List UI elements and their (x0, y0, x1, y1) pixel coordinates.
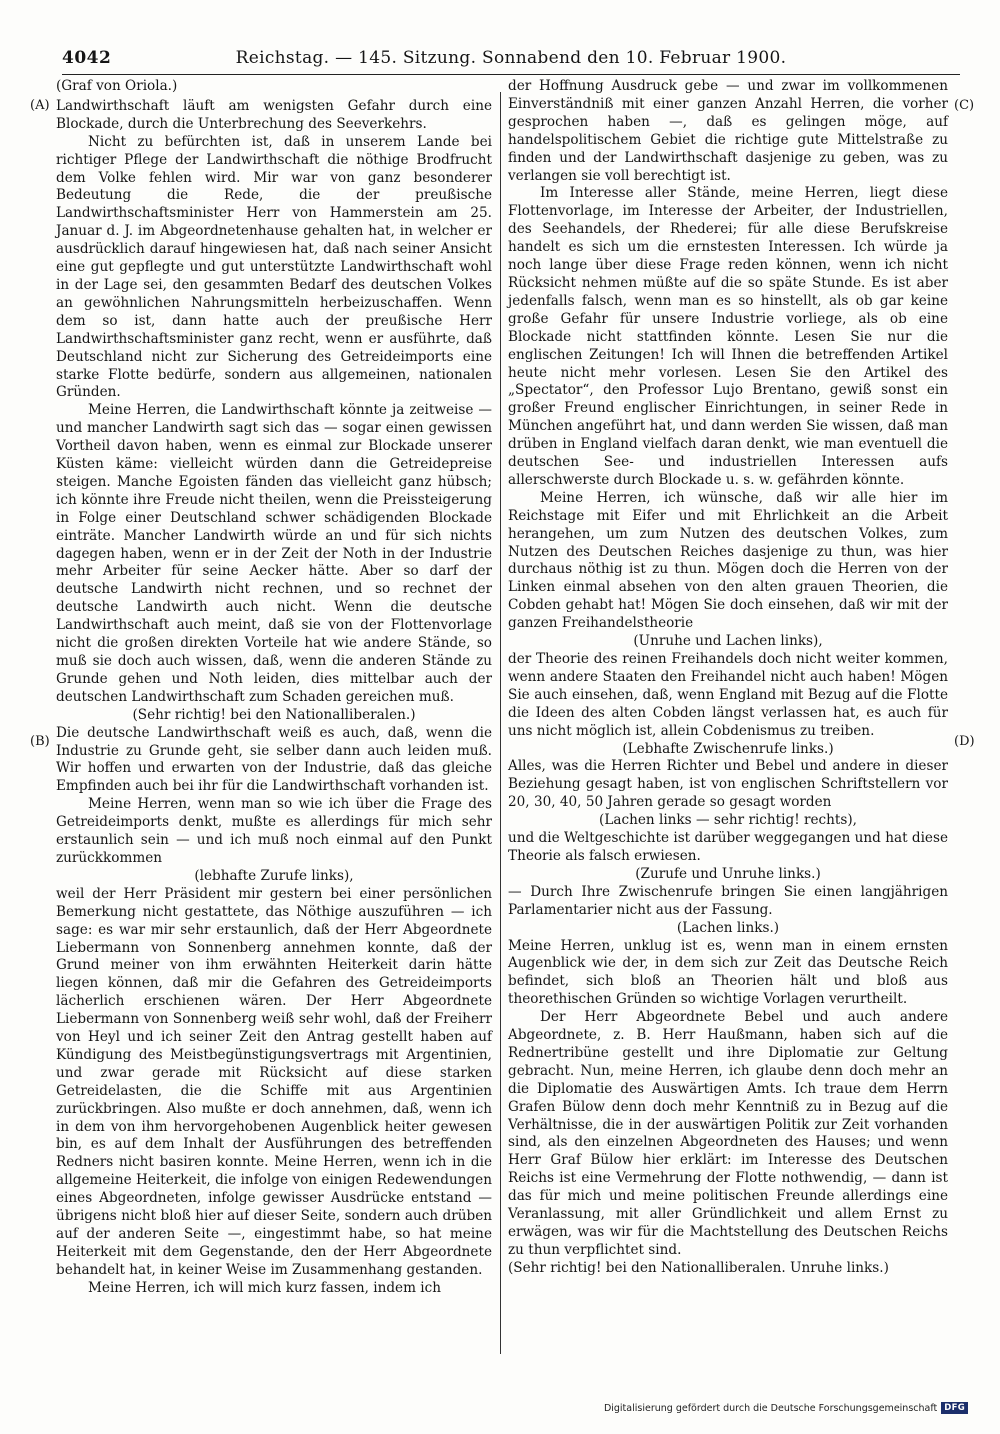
interjection: (Sehr richtig! bei den Nationalliberalen.) (132, 706, 416, 723)
paragraph: Landwirthschaft läuft am wenigsten Gefahr durch eine Blockade, durch die Unterbrechung des Seeverkehrs. (56, 97, 492, 132)
paragraph: Die deutsche Landwirthschaft weiß es auch, daß, wenn die Industrie zu Grunde geht, sie selber dann auch leiden muß. Wir hoffen und erwarten von der Industrie, daß das gleiche Empfinden auch bei ihr für die Landwirthschaft vorhanden ist. (56, 724, 492, 795)
running-head: Reichstag. — 145. Sitzung. Sonnabend den 10. Februar 1900. (235, 48, 787, 68)
paragraph: der Theorie des reinen Freihandels doch nicht weiter kommen, wenn andere Staaten den Freihandel nicht auch haben! Mögen Sie auch einsehen, daß, wenn England mit Bezug auf die Flotte die Ideen des alten Cobden längst verlassen hat, es auch für uns nicht möglich ist, allein Cobdenismus zu treiben. (508, 651, 948, 739)
interjection: (Lachen links — sehr richtig! rechts), (599, 812, 857, 829)
credit-text: Digitalisierung gefördert durch die Deutsche Forschungsgemeinschaft (603, 1402, 938, 1414)
left-column (56, 78, 492, 1298)
page-number: 4042 (62, 48, 112, 68)
paragraph: Meine Herren, ich wünsche, daß wir alle hier im Reichstage mit Eifer und mit Ehrlichkeit an die Arbeit herangehen, um zum Nutzen des deutschen Volkes, zum Nutzen des Deutschen Reiches dasjenige zu thun, was hier durchaus nöthig ist zu thun. Mögen doch die Herren von der Linken einmal absehen von den alten grauen Theorien, die Cobden gehabt hat! Mögen Sie doch einsehen, daß wir mit der ganzen Freihandelstheorie (508, 489, 948, 632)
paragraph: Alles, was die Herren Richter und Bebel und andere in dieser Beziehung gesagt haben, ist von englischen Schriftstellern vor 20, 30, 40, 50 Jahren gerade so gesagt worden (508, 758, 948, 811)
paragraph: der Hoffnung Ausdruck gebe — und zwar im vollkommenen Einverständniß mit einer ganzen Anzahl Herren, die vorher gesprochen haben —, daß es gelingen möge, auf handelspolitischem Gebiet die richtige gute Mittelstraße zu finden und der Landwirthschaft dasjenige zu geben, was zu verlangen sie voll berechtigt ist. (508, 78, 948, 184)
interjection: (Lebhafte Zwischenrufe links.) (622, 740, 834, 757)
page-header (62, 46, 960, 74)
paragraph: Meine Herren, wenn man so wie ich über die Frage des Getreideimports denkt, mußte es allerdings für mich sehr erstaunlich sein — und ich muß noch einmal auf den Punkt zurückkommen (56, 796, 492, 866)
margin-mark-b: (B) (30, 734, 50, 749)
margin-mark-c: (C) (954, 98, 975, 113)
right-column (508, 78, 948, 1278)
speaker-note: (Graf von Oriola.) (56, 78, 178, 94)
header-rule (62, 74, 960, 75)
dfg-logo: DFG (941, 1402, 968, 1414)
paragraph: Meine Herren, unklug ist es, wenn man in einem ernsten Augenblick wie der, in dem sich zur Zeit das Deutsche Reich befindet, sich bloß an Theorien hält und bloß aus theorethischen Gründen so wichtige Vorlagen verurtheilt. (508, 937, 948, 1008)
paragraph: Im Interesse aller Stände, meine Herren, liegt diese Flottenvorlage, im Interesse der Arbeiter, der Industriellen, des Seehandels, der Rhederei; für alle diese Berufskreise handelt es sich um die ernstesten Interessen. Ich würde ja noch lange über diese Frage reden können, wenn ich nicht Rücksicht nehmen müßte auf die so späte Stunde. Es ist aber jedenfalls falsch, wenn man es so hinstellt, als ob gar keine große Gefahr für unsere Industrie vorliege, als ob eine Blockade nicht stattfinden könnte. Lesen Sie nur die englischen Zeitungen! Ich will Ihnen die betreffenden Artikel heute nicht mehr vorlesen. Lesen Sie den Artikel des „Spectator“, den Professor Lujo Brentano, gewiß sonst ein großer Freund englischer Einrichtungen, in seiner Rede in München angeführt hat, und dann werden Sie wissen, daß man drüben in England vielfach daran denkt, wie man eventuell die deutschen See- und industriellen Interessen aufs allerschwerste durch Blockade u. s. w. gefährden könnte. (508, 185, 948, 488)
interjection: (Zurufe und Unruhe links.) (635, 865, 821, 882)
interjection: (Unruhe und Lachen links), (633, 633, 823, 650)
margin-mark-a: (A) (30, 98, 50, 113)
paragraph: und die Weltgeschichte ist darüber weggegangen und hat diese Theorie als falsch erwiesen. (508, 830, 948, 864)
interjection: (Sehr richtig! bei den Nationalliberalen. Unruhe links.) (508, 1259, 889, 1276)
paragraph: — Durch Ihre Zwischenrufe bringen Sie einen langjährigen Parlamentarier nicht aus der Fassung. (508, 883, 948, 918)
paragraph: weil der Herr Präsident mir gestern bei einer persönlichen Bemerkung nicht gestattete, das Nöthige auszuführen — ich sage: es war mir sehr erstaunlich, daß der Herr Abgeordnete Liebermann von Sonnenberg annehmen konnte, daß der Grund meiner von ihm erwähnten Heiterkeit darin hätte liegen können, daß mir die Gefahren des Getreideimports lächerlich erschienen wären. Der Herr Abgeordnete Liebermann von Sonnenberg weiß sehr wohl, daß der Freiherr von Heyl und ich seiner Zeit den Antrag gestellt haben auf Kündigung des Meistbegünstigungsvertrags mit Argentinien, und zwar gerade mit Rücksicht auf diese starken Getreidelasten, die die Schiffe mit aus Argentinien zurückbringen. Also mußte er doch annehmen, daß, wenn ich in dem von ihm hervorgehobenen Augenblick heiter gewesen bin, es auf dem Inhalt der Ausführungen des betreffenden Redners nicht basiren konnte. Meine Herren, wenn ich in die allgemeine Heiterkeit, die infolge von einigen Redewendungen eines Abgeordneten, infolge gewisser Ausdrücke entstand — übrigens nicht bloß hier auf dieser Seite, sondern auch drüben auf der anderen Seite —, eingestimmt habe, so hat meine Heiterkeit mit dem Gegenstande, den der Herr Abgeordnete behandelt hat, in keiner Weise im Zusammenhang gestanden. (56, 885, 492, 1278)
digitization-credit (604, 1402, 968, 1414)
paragraph: Nicht zu befürchten ist, daß in unserem Lande bei richtiger Pflege der Landwirthschaft die nöthige Brodfrucht dem Volke fehlen wird. Mir war von ganz besonderer Bedeutung die Rede, die der preußische Landwirthschaftsminister Herr von Hammerstein am 25. Januar d. J. im Abgeordnetenhause gehalten hat, in welcher er ausdrücklich darauf hingewiesen hat, daß nach seiner Ansicht eine gut gepflegte und gut unterstützte Landwirthschaft wohl in der Lage sei, den gesammten Bedarf des deutschen Volkes an gewöhnlichen Nahrungsmitteln herbeizuschaffen. Wenn dem so ist, dann hatte auch der preußische Herr Landwirthschaftsminister ganz recht, wenn er ausführte, daß Deutschland nicht zur Sicherung des Getreideimports eine starke Flotte bedürfe, sondern aus allgemeinen, nationalen Gründen. (56, 133, 492, 401)
interjection: (lebhafte Zurufe links), (194, 867, 354, 884)
paragraph: Meine Herren, ich will mich kurz fassen, indem ich (88, 1279, 442, 1296)
column-divider (500, 92, 501, 1354)
margin-mark-d: (D) (954, 734, 975, 749)
paragraph: Der Herr Abgeordnete Bebel und auch andere Abgeordnete, z. B. Herr Haußmann, haben sich auf die Rednertribüne gestellt und ihre Diplomatie zur Geltung gebracht. Nun, meine Herren, ich glaube denn doch mehr an die Diplomatie des Auswärtigen Amts. Ich traue dem Herrn Grafen Bülow denn doch mehr Kenntniß zu in Bezug auf die Verhältnisse, die in der auswärtigen Politik zur Zeit vorhanden sind, als den einzelnen Abgeordneten des Hauses; und wenn Herr Graf Bülow hier erklärt: im Interesse des Deutschen Reichs ist eine Vermehrung der Flotte nothwendig, — dann ist das für mich und meine politischen Freunde allerdings eine Veranlassung, mit aller Gründlichkeit und allem Ernst zu erwägen, was wir für die Machtstellung des Deutschen Reichs zu thun verpflichtet sind. (508, 1009, 948, 1258)
paragraph: Meine Herren, die Landwirthschaft könnte ja zeitweise — und mancher Landwirth sagt sich das — sogar einen gewissen Vortheil davon haben, wenn es einmal zur Blockade unserer Küsten käme: vielleicht würden dann die Getreidepreise steigen. Manche Egoisten fänden das vielleicht ganz hübsch; ich könnte ihre Freude nicht theilen, wenn die Preissteigerung in Folge einer Deutschland schwer schädigenden Blockade einträte. Mancher Landwirth würde an und für sich nichts dagegen haben, wenn er in der Zeit der Noth in der Industrie mehr Arbeiter für seine Aecker hätte. Aber so darf der deutsche Landwirth nicht rechnen, und so rechnet der deutsche Landwirth auch nicht. Wenn die deutsche Landwirthschaft auch meint, daß sie von der Flottenvorlage nicht die großen direkten Vorteile hat wie andere Stände, so muß sie doch auch wissen, daß, wenn die anderen Stände zu Grunde gehen und Noth leiden, dies mittelbar auch der deutschen Landwirthschaft zum Schaden gereichen muß. (56, 402, 492, 705)
interjection: (Lachen links.) (676, 919, 780, 936)
